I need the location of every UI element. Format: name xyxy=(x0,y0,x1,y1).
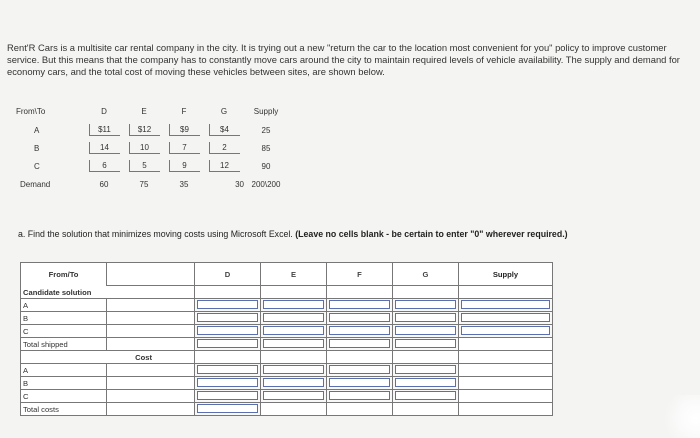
row-label: A xyxy=(34,125,40,135)
blank-cell xyxy=(459,286,553,299)
answer-input[interactable] xyxy=(263,313,324,322)
blank-cell xyxy=(327,351,393,364)
answer-cell[interactable] xyxy=(261,325,327,338)
answer-input[interactable] xyxy=(197,326,258,335)
answer-cell[interactable] xyxy=(327,312,393,325)
cost-value: $11 xyxy=(89,124,120,136)
cost-value: 14 xyxy=(89,142,120,154)
cost-cell xyxy=(164,139,204,157)
cost-value: 6 xyxy=(89,160,120,172)
cost-label-row xyxy=(21,351,553,364)
answer-input[interactable] xyxy=(197,300,258,309)
cost-value: $4 xyxy=(209,124,240,136)
supply-value: 90 xyxy=(261,161,271,171)
answer-cell[interactable] xyxy=(261,299,327,312)
demand-value: 75 xyxy=(139,179,149,189)
blank-cell xyxy=(107,390,195,403)
answer-cell[interactable] xyxy=(195,364,261,377)
blank-cell xyxy=(459,403,553,416)
blank-cell xyxy=(459,390,553,403)
answer-spreadsheet xyxy=(20,262,553,416)
answer-cell[interactable] xyxy=(195,312,261,325)
source-label: C xyxy=(21,325,107,338)
header-blank xyxy=(107,263,195,286)
answer-cell[interactable] xyxy=(327,390,393,403)
col-header-e: E xyxy=(141,107,147,116)
cost-cell xyxy=(84,121,124,139)
answer-input[interactable] xyxy=(197,339,258,348)
blank-cell xyxy=(107,299,195,312)
supply-header: Supply xyxy=(253,107,279,116)
blank-cell xyxy=(261,351,327,364)
answer-input[interactable] xyxy=(263,391,324,400)
question-prefix: a. Find the solution that minimizes moving costs using Microsoft Excel. xyxy=(18,229,293,239)
solution-row-b xyxy=(21,312,553,325)
answer-cell[interactable] xyxy=(459,299,553,312)
cost-cell xyxy=(124,121,164,139)
source-label: B xyxy=(21,312,107,325)
cost-value: $12 xyxy=(129,124,160,136)
answer-cell[interactable] xyxy=(261,312,327,325)
answer-cell[interactable] xyxy=(327,299,393,312)
answer-cell[interactable] xyxy=(393,390,459,403)
answer-cell[interactable] xyxy=(195,325,261,338)
answer-cell[interactable] xyxy=(261,364,327,377)
answer-cell[interactable] xyxy=(393,325,459,338)
blank-cell xyxy=(393,286,459,299)
cost-cell xyxy=(204,157,244,175)
answer-cell[interactable] xyxy=(393,364,459,377)
cost-row-a-ans xyxy=(21,364,553,377)
cost-cell xyxy=(124,139,164,157)
corner-label xyxy=(16,107,84,121)
blank-cell xyxy=(107,312,195,325)
answer-input[interactable] xyxy=(197,313,258,322)
answer-input[interactable] xyxy=(461,326,550,335)
answer-cell[interactable] xyxy=(393,377,459,390)
blank-cell xyxy=(195,351,261,364)
cost-row-b xyxy=(16,139,288,157)
answer-input[interactable] xyxy=(395,326,456,335)
candidate-solution-row xyxy=(21,286,553,299)
answer-cell[interactable] xyxy=(393,299,459,312)
blank-cell xyxy=(107,403,195,416)
solution-row-c xyxy=(21,325,553,338)
answer-input[interactable] xyxy=(461,300,550,309)
answer-input[interactable] xyxy=(395,313,456,322)
answer-input[interactable] xyxy=(329,326,390,335)
blank-cell xyxy=(107,377,195,390)
demand-label: Demand xyxy=(20,179,51,189)
answer-cell[interactable] xyxy=(459,312,553,325)
total-shipped-row xyxy=(21,338,553,351)
problem-description: Rent'R Cars is a multisite car rental company in the city. It is trying out a new "return the car to the location most convenient for you" policy to improve customer service. But this means that the company has to constantly move cars around the city to maintain required levels of vehicle availability. The supply and demand for economy cars, and the total cost of moving these vehicles between sites, are shown below. xyxy=(7,42,680,77)
blank-cell xyxy=(393,403,459,416)
answer-input[interactable] xyxy=(395,365,456,374)
answer-input[interactable] xyxy=(263,326,324,335)
blank-cell xyxy=(459,338,553,351)
answer-cell[interactable] xyxy=(327,364,393,377)
cost-row-a xyxy=(16,121,288,139)
total-costs-row xyxy=(21,403,553,416)
blank-cell xyxy=(261,403,327,416)
question-instruction: (Leave no cells blank - be certain to enter "0" wherever required.) xyxy=(295,229,568,239)
from-to-header: From/To xyxy=(21,263,107,286)
demand-value: 60 xyxy=(99,179,109,189)
answer-header-row xyxy=(21,263,553,286)
answer-input[interactable] xyxy=(395,378,456,387)
answer-input[interactable] xyxy=(329,339,390,348)
answer-input[interactable] xyxy=(197,391,258,400)
question-text xyxy=(18,229,658,240)
cost-row-b-ans xyxy=(21,377,553,390)
total-costs-label: Total costs xyxy=(21,403,107,416)
answer-input[interactable] xyxy=(395,339,456,348)
cost-cell xyxy=(204,139,244,157)
answer-cell[interactable] xyxy=(195,338,261,351)
cost-cell xyxy=(204,121,244,139)
col-header-f: F xyxy=(181,107,187,116)
answer-cell[interactable] xyxy=(195,403,261,416)
answer-cell[interactable] xyxy=(261,390,327,403)
cost-value: 12 xyxy=(209,160,240,172)
answer-cell[interactable] xyxy=(393,312,459,325)
col-header-g: G xyxy=(220,107,228,116)
col-header-d: D xyxy=(101,107,107,116)
answer-cell[interactable] xyxy=(195,299,261,312)
answer-input[interactable] xyxy=(395,391,456,400)
totals-value: 200\200 xyxy=(251,179,281,189)
answer-input[interactable] xyxy=(197,404,258,413)
cost-value: 7 xyxy=(169,142,200,154)
blank-cell xyxy=(107,338,195,351)
answer-input[interactable] xyxy=(263,378,324,387)
header-e: E xyxy=(261,263,327,286)
answer-cell[interactable] xyxy=(261,377,327,390)
cost-value: 2 xyxy=(209,142,240,154)
answer-cell[interactable] xyxy=(327,325,393,338)
candidate-solution-label: Candidate solution xyxy=(21,286,195,299)
answer-input[interactable] xyxy=(263,365,324,374)
answer-cell[interactable] xyxy=(195,377,261,390)
cost-value: $9 xyxy=(169,124,200,136)
blank-cell xyxy=(327,286,393,299)
cost-row-c xyxy=(16,157,288,175)
header-d: D xyxy=(195,263,261,286)
answer-input[interactable] xyxy=(395,300,456,309)
demand-row xyxy=(16,175,288,193)
demand-value: 30 xyxy=(235,179,244,189)
cost-source-label: C xyxy=(21,390,107,403)
glare-overlay xyxy=(660,395,700,438)
cost-source-label: A xyxy=(21,364,107,377)
row-label: C xyxy=(34,161,40,171)
supply-value: 85 xyxy=(261,143,271,153)
answer-input[interactable] xyxy=(329,300,390,309)
blank-cell xyxy=(261,286,327,299)
source-label: A xyxy=(21,299,107,312)
answer-input[interactable] xyxy=(197,378,258,387)
cost-cell xyxy=(164,121,204,139)
answer-cell[interactable] xyxy=(261,338,327,351)
answer-cell[interactable] xyxy=(195,390,261,403)
answer-cell[interactable] xyxy=(327,338,393,351)
cost-value: 10 xyxy=(129,142,160,154)
header-f: F xyxy=(327,263,393,286)
answer-cell[interactable] xyxy=(459,325,553,338)
answer-input[interactable] xyxy=(263,339,324,348)
header-supply: Supply xyxy=(459,263,553,286)
blank-cell xyxy=(459,377,553,390)
cost-value: 5 xyxy=(129,160,160,172)
blank-cell xyxy=(459,364,553,377)
cost-source-label: B xyxy=(21,377,107,390)
cost-row-c-ans xyxy=(21,390,553,403)
answer-cell[interactable] xyxy=(327,377,393,390)
answer-input[interactable] xyxy=(197,365,258,374)
answer-input[interactable] xyxy=(329,378,390,387)
answer-input[interactable] xyxy=(329,391,390,400)
solution-row-a xyxy=(21,299,553,312)
cost-cell xyxy=(84,157,124,175)
blank-cell xyxy=(195,286,261,299)
cost-cell xyxy=(164,157,204,175)
cost-value: 9 xyxy=(169,160,200,172)
cost-cell xyxy=(124,157,164,175)
blank-cell xyxy=(459,351,553,364)
blank-cell xyxy=(327,403,393,416)
cost-supply-demand-table xyxy=(16,107,288,193)
row-label: B xyxy=(34,143,40,153)
answer-input[interactable] xyxy=(263,300,324,309)
answer-input[interactable] xyxy=(461,313,550,322)
from-to-label: From\To xyxy=(16,107,46,116)
blank-cell xyxy=(107,325,195,338)
demand-value: 35 xyxy=(179,179,189,189)
blank-cell xyxy=(393,351,459,364)
cost-label: Cost xyxy=(21,351,195,364)
answer-cell[interactable] xyxy=(393,338,459,351)
cost-cell xyxy=(84,139,124,157)
answer-input[interactable] xyxy=(329,365,390,374)
blank-cell xyxy=(107,364,195,377)
answer-input[interactable] xyxy=(329,313,390,322)
supply-value: 25 xyxy=(261,125,271,135)
total-shipped-label: Total shipped xyxy=(21,338,107,351)
header-g: G xyxy=(393,263,459,286)
